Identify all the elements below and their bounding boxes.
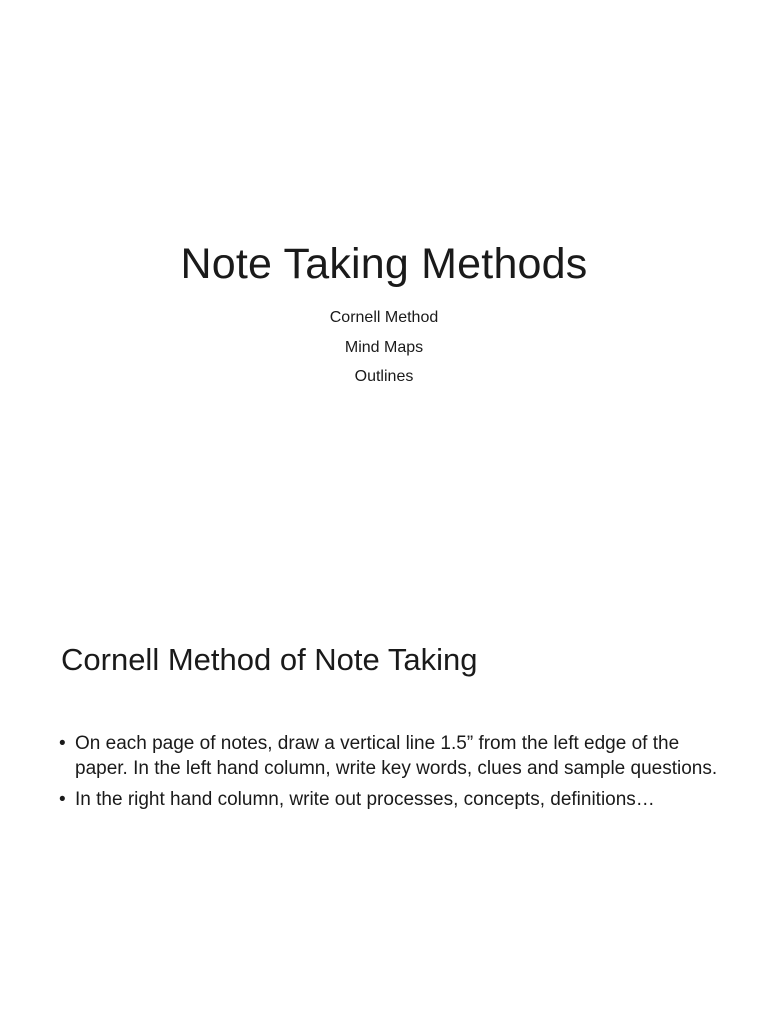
subtitle-list [0, 303, 768, 392]
bullet-text: On each page of notes, draw a vertical line 1.5” from the left edge of the paper. In the left hand column, write key words, clues and sample questions. [75, 733, 718, 779]
bullet-icon: • [59, 789, 66, 810]
slide-title: Note Taking Methods [180, 240, 588, 288]
subtitle-item-mind-maps: Mind Maps [344, 338, 424, 356]
bullet-item [59, 731, 719, 781]
bullet-text: In the right hand column, write out processes, concepts, definitions… [75, 789, 655, 810]
slide-cornell-method [0, 576, 768, 1024]
subtitle-item-cornell: Cornell Method [329, 309, 439, 326]
bullet-item [59, 787, 719, 812]
bullet-list [59, 731, 719, 818]
bullet-icon: • [59, 733, 66, 754]
slide-heading: Cornell Method of Note Taking [61, 642, 478, 677]
subtitle-item-outlines: Outlines [354, 368, 414, 385]
